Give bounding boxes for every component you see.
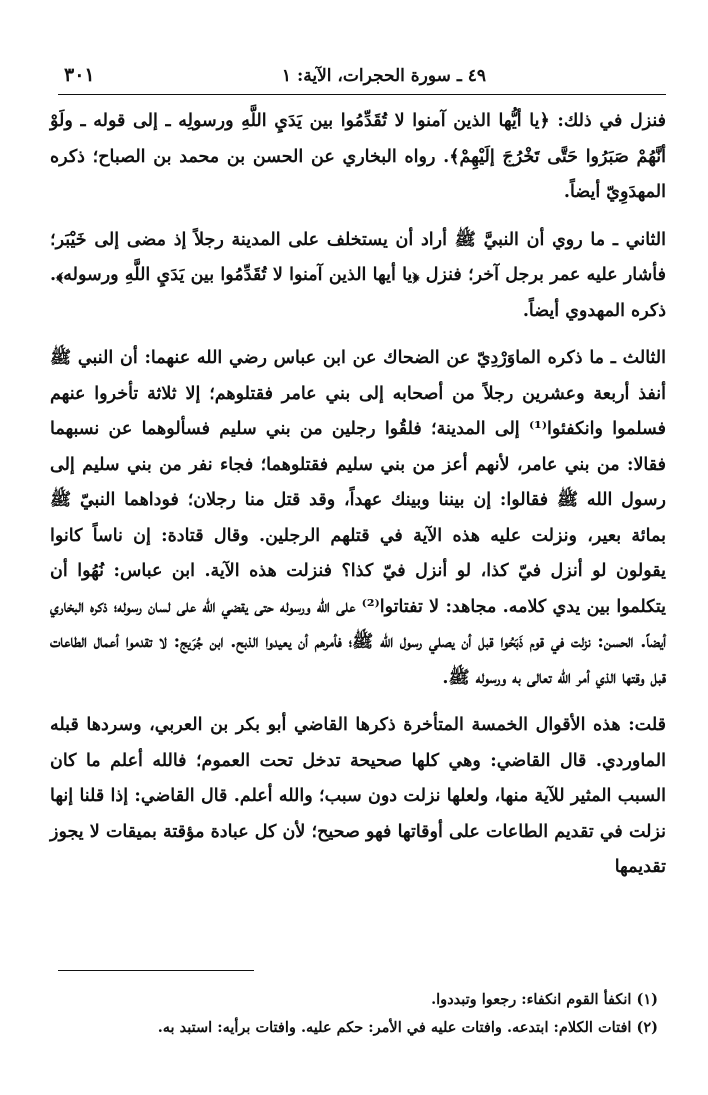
paragraph-3 (50, 341, 666, 696)
paragraph-lead: الثاني ـ (612, 229, 666, 250)
footnote-2: (٢) افتات الكلام: ابتدعه. وافتات عليه في الأمر: حكم عليه. وافتات برأيه: استبد به. (157, 1019, 658, 1036)
running-title: ٤٩ ـ سورة الحجرات، الآية: ١ (281, 66, 486, 86)
paragraph-2 (50, 223, 666, 330)
footnote-1: (١) انكفأ القوم انكفاء: رجعوا وتبددوا. (431, 991, 658, 1008)
footnote-divider (58, 970, 254, 971)
page-number: ٣٠١ (64, 64, 95, 86)
book-page (50, 0, 666, 1095)
page-header (50, 62, 666, 92)
footnotes (50, 986, 658, 1042)
paragraph-1 (50, 104, 666, 211)
paragraph-text: فنزل في ذلك: ﴿يا أيُّها الذين آمنوا لا تُقَدِّمُوا بين يَدَيِ اللَّهِ ورسولِه ـ إلى قوله ـ ولَوْ أنَّهُمْ صَبَرُوا حَتَّى تَخْرُجَ إلَيْهِمْ﴾. رواه البخاري عن الحسن بن محمد بن الصباح؛ ذكره المهدَوِيّ أيضاً. (50, 111, 666, 202)
paragraph-text: ما ذكره الماوَرْدِيّ عن الضحاك عن ابن عباس رضي الله عنهما: أن النبي ﷺ أنفذ أربعة وعشرين رجلاً من أصحابه إلى بني عامر فقتلوهم؛ إلا ثلاثة تأخروا عنهم فسلموا وانكفئوا⁽¹⁾ إلى المدينة؛ فلقُوا رجلين من بني سليم فسألوهما عن نسبهما فقالا: من بني عامر، لأنهم أعز من بني سليم فقتلوهما؛ فجاء نفر من بني سليم إلى رسول الله ﷺ فقالوا: إن بيننا وبينك عهداً، وقد قتل منا رجلان؛ فوداهما النبيّ ﷺ بمائة بعير، ونزلت عليه هذه الآية في قتلهم الرجلين. وقال قتادة: إن ناساً كانوا يقولون لو أنزل فيّ كذا، لو أنزل فيّ كذا؟ فنزلت هذه الآية. ابن عباس: نُهُوا أن يتكلموا بين يدي كلامه. مجاهد: لا تفتاتوا⁽²⁾ على الله ورسوله حتى يقضي الله على لسان رسوله؛ ذكره البخاري أيضاً. الحسن: نزلت في قوم ذَبَحُوا قبل أن يصلي رسول الله ﷺ؛ فأمرهم أن يعيدوا الذبح. ابن جُرَيج: لا تقدموا أعمال الطاعات قبل وقتها الذي أمر الله تعالى به ورسوله ﷺ. (50, 348, 666, 688)
main-text (50, 104, 666, 898)
paragraph-text: ما روي أن النبيَّ ﷺ أراد أن يستخلف على المدينة رجلاً إذ مضى إلى خَيْبَر؛ فأشار عليه عمر برجل آخر؛ فنزل ﴿يا أيها الذين آمنوا لا تُقَدِّمُوا بين يَدَيِ اللَّهِ ورسوله﴾. ذكره المهدوي أيضاً. (50, 229, 667, 321)
paragraph-lead: الثالث ـ (610, 348, 666, 368)
paragraph-text: قلت: هذه الأقوال الخمسة المتأخرة ذكرها القاضي أبو بكر بن العربي، وسردها قبله الماوردي. قال القاضي: وهي كلها صحيحة تدخل تحت العموم؛ فالله أعلم ما كان السبب المثير للآية منها، ولعلها نزلت دون سبب؛ والله أعلم. قال القاضي: إذا قلنا إنها نزلت في تقديم الطاعات على أوقاتها فهو صحيح؛ لأن كل عبادة مؤقتة بميقات لا يجوز تقديمها (50, 715, 666, 877)
header-divider (58, 94, 666, 95)
paragraph-4 (50, 708, 666, 886)
